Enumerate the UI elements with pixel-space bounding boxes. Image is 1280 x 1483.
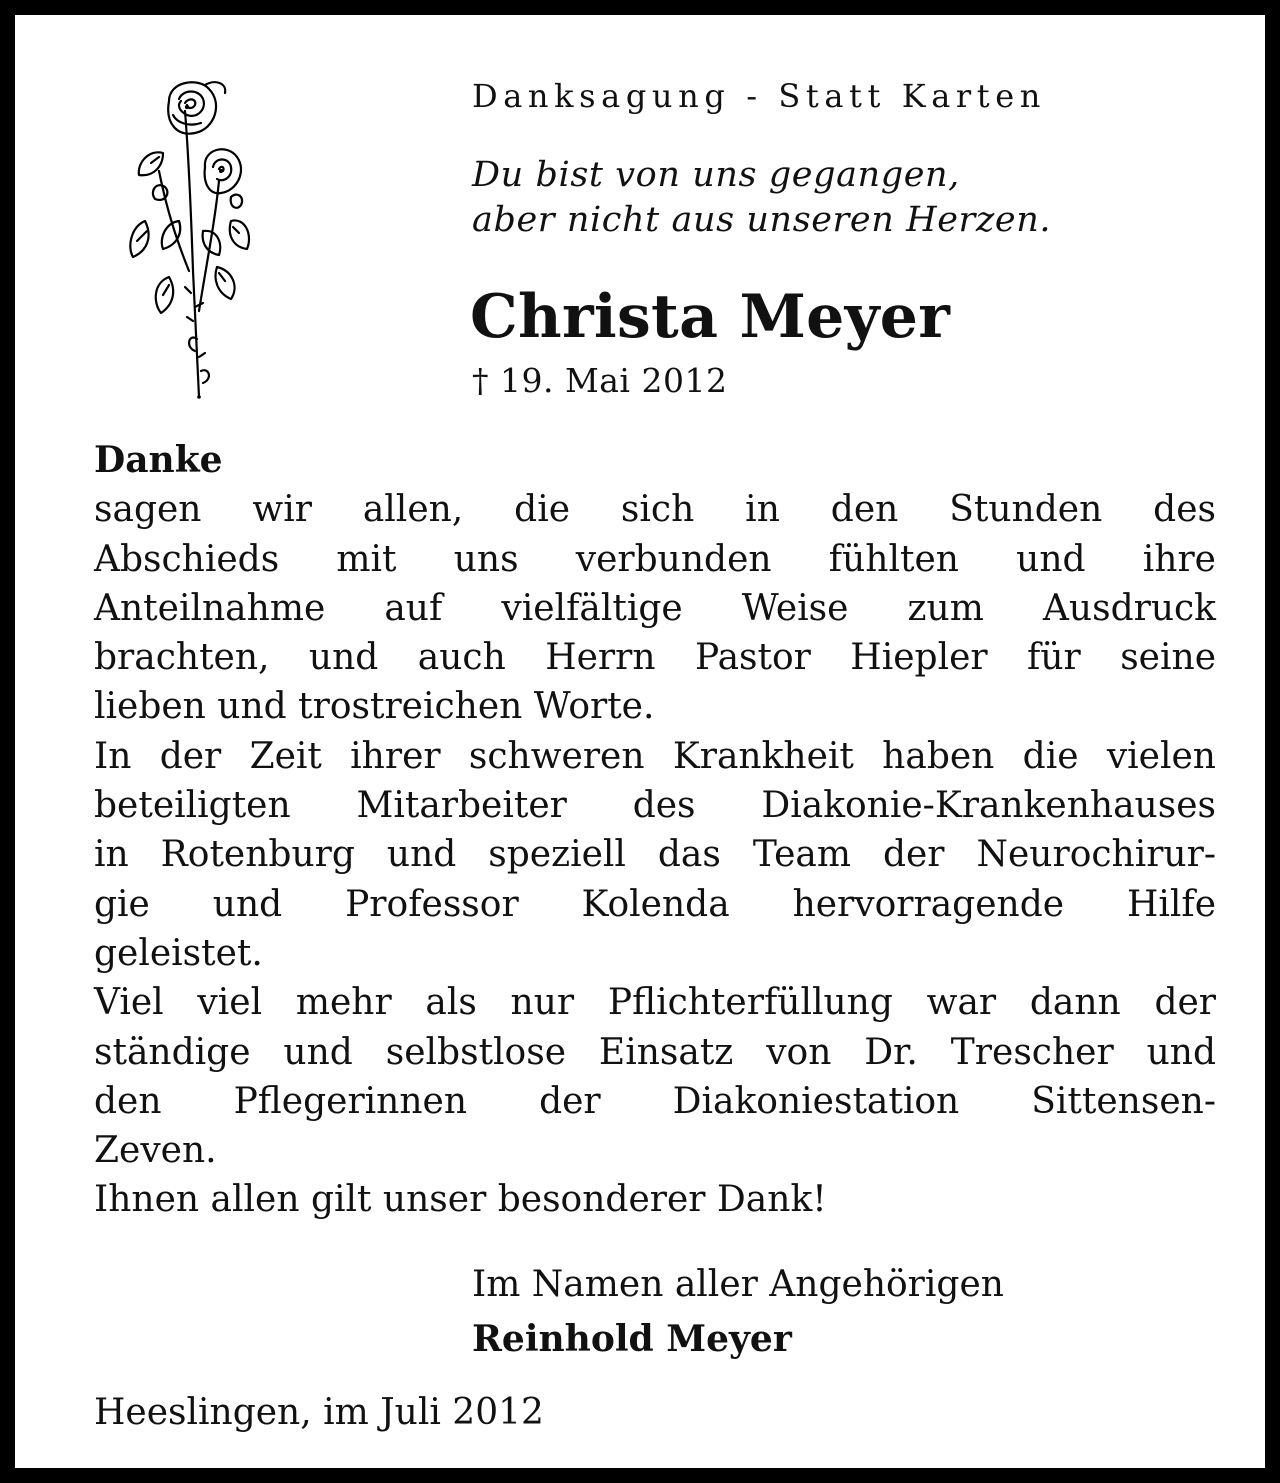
body-line: lieben und trostreichen Worte. [94,686,655,728]
signature-name: Reinhold Meyer [472,1318,792,1360]
body-line: gie und Professor Kolenda hervorragende Hilfe [94,883,1216,925]
motto [472,153,1051,243]
body-line: Zeven. [94,1130,217,1172]
notice-header: Danksagung - Statt Karten [472,77,1047,115]
rose-icon [119,71,255,403]
body-line: sagen wir allen, die sich in den Stunden des [94,489,1216,531]
body-line: in Rotenburg und speziell das Team der Neurochirur- [94,834,1216,876]
body-line: In der Zeit ihrer schweren Krankheit haben die vielen [94,735,1216,777]
thanks-text [94,436,1216,1225]
thanks-heading: Danke [94,439,223,481]
body-line: ständige und selbstlose Einsatz von Dr. Trescher und [94,1031,1216,1073]
death-date: † 19. Mai 2012 [472,361,728,400]
body-line: Anteilnahme auf vielfältige Weise zum Ausdruck [94,587,1216,629]
signature-line: Im Namen aller Angehörigen [472,1264,1004,1305]
body-line: Abschieds mit uns verbunden fühlten und ihre [94,538,1216,580]
motto-line-1: Du bist von uns gegangen, [472,155,960,195]
signature-block [472,1258,1004,1366]
body-line: Ihnen allen gilt unser besonderer Dank! [94,1179,827,1221]
body-line: geleistet. [94,932,263,974]
motto-line-2: aber nicht aus unseren Herzen. [472,200,1052,240]
place-date: Heeslingen, im Juli 2012 [94,1392,544,1433]
body-line: den Pflegerinnen der Diakoniestation Sittensen- [94,1080,1216,1122]
body-line: brachten, und auch Herrn Pastor Hiepler für seine [94,637,1216,679]
body-line: beteiligten Mitarbeiter des Diakonie-Krankenhauses [94,785,1216,827]
deceased-name: Christa Meyer [470,282,951,352]
body-line: Viel viel mehr als nur Pflichterfüllung war dann der [94,982,1216,1024]
